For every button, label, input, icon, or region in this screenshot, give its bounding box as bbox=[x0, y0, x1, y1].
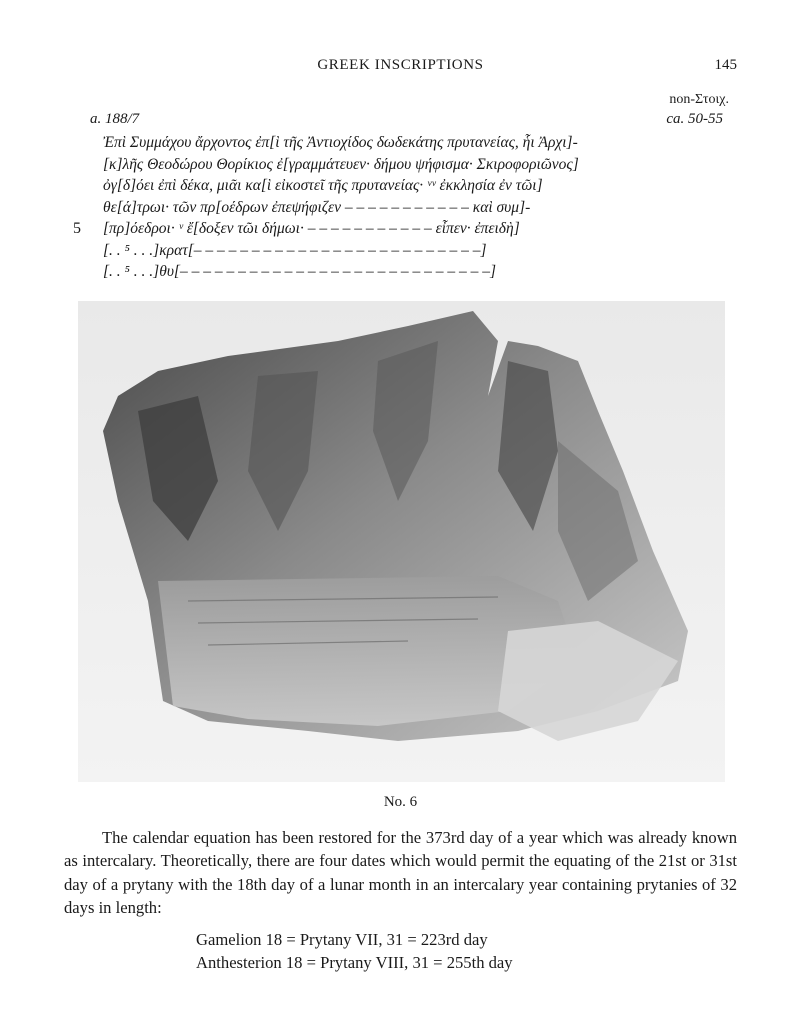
figure-caption: No. 6 bbox=[383, 794, 418, 810]
body-paragraph bbox=[64, 826, 737, 920]
paragraph-text: The calendar equation has been restored for the 373rd day of a year which was already known as intercalary. Theoretically, there are four dates which would permit the equating of the 21st or 31st day of a prytany with the 18th day of a lunar month in an intercalary year containing prytanies of 32 days in length: bbox=[64, 828, 737, 918]
line-text: [πρ]όεδροι· ᵛ ἔ[δοξεν τῶι δήμωι· – – – – – – – – – – – εἶπεν· ἐπειδὴ] bbox=[103, 220, 520, 237]
line-number: 5 bbox=[73, 220, 81, 237]
equation-line: Gamelion 18 = Prytany VII, 31 = 223rd day bbox=[196, 930, 488, 949]
line-text: [. . ⁵ . . .]θυ[– – – – – – – – – – – – – – – – – – – – – – – – – – –] bbox=[103, 263, 496, 280]
line-length-note: ca. 50-55 bbox=[666, 111, 723, 127]
non-stoichedon-note: non-Στοιχ. bbox=[669, 92, 729, 107]
line-text: ὀγ[δ]όει ἐπὶ δέκα, μιᾶι κα[ὶ εἰκοστεῖ τῆς πρυτανείας· ᵛᵛ ἐκκλησία ἐν τῶι] bbox=[103, 177, 543, 194]
calendar-equations bbox=[196, 928, 513, 975]
stone-fragment-photo bbox=[78, 301, 725, 782]
page-number: 145 bbox=[714, 57, 737, 73]
inscription-line bbox=[103, 261, 663, 283]
inscription-line bbox=[73, 218, 663, 240]
running-head: GREEK INSCRIPTIONS bbox=[317, 57, 484, 73]
inscription-line bbox=[103, 154, 663, 176]
inscription-line bbox=[103, 240, 663, 262]
line-text: [. . ⁵ . . .]κρατ[– – – – – – – – – – – – – – – – – – – – – – – – –] bbox=[103, 241, 487, 259]
line-text: Ἐπὶ Συμμάχου ἄρχοντος ἐπ[ὶ τῆς Ἀντιοχίδος δωδεκάτης πρυτανείας, ἧι Ἀρχι]- bbox=[103, 134, 578, 151]
inscription-line bbox=[103, 197, 663, 219]
inscription-line bbox=[103, 175, 663, 197]
equation-line: Anthesterion 18 = Prytany VIII, 31 = 255th day bbox=[196, 953, 513, 973]
inscription-line bbox=[103, 132, 663, 154]
inscription-text bbox=[73, 132, 663, 283]
inscription-date: a. 188/7 bbox=[90, 111, 140, 127]
line-text: [κ]λῆς Θεοδώρου Θορίκιος ἐ[γραμμάτευεν· δήμου ψήφισμα· Σκιροφοριῶνος] bbox=[103, 155, 579, 173]
line-text: θε[ά]τρωι· τῶν πρ[οέδρων ἐπεψήφιζεν – – – – – – – – – – – καὶ συμ]- bbox=[103, 198, 531, 216]
